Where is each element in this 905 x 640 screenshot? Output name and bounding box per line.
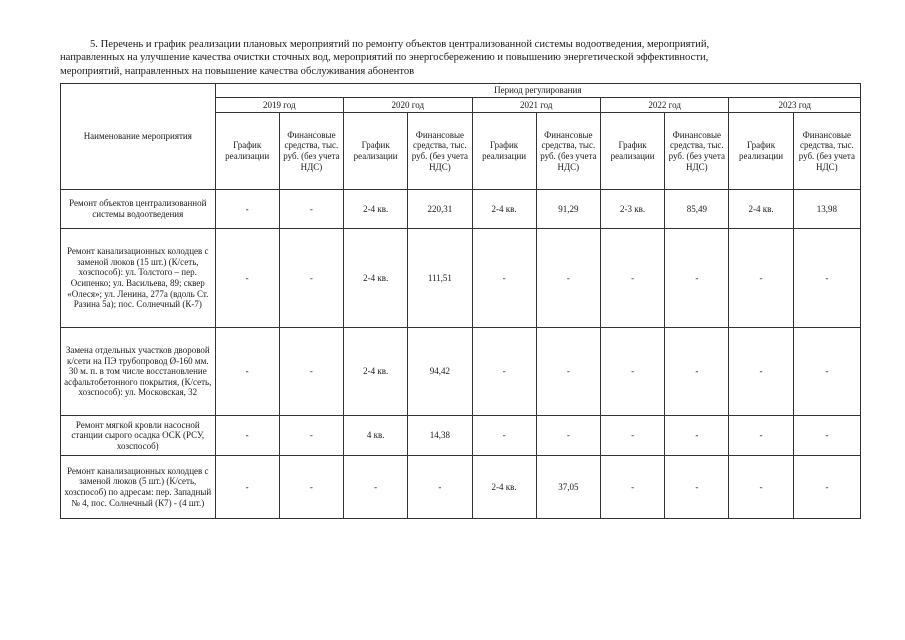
cell-2020-schedule: 4 кв. — [344, 416, 408, 456]
cell-2022-schedule: - — [600, 229, 664, 328]
section-heading — [60, 38, 860, 78]
cell-2019-schedule: - — [215, 416, 279, 456]
cell-2019-schedule: - — [215, 456, 279, 519]
cell-2023-finance: 13,98 — [793, 190, 860, 229]
header-year-2021: 2021 год — [472, 98, 600, 113]
cell-2023-finance: - — [793, 328, 860, 416]
cell-2022-finance: - — [665, 416, 729, 456]
header-year-2023: 2023 год — [729, 98, 861, 113]
cell-2023-finance: - — [793, 456, 860, 519]
cell-2021-schedule: 2-4 кв. — [472, 190, 536, 229]
table-row — [61, 456, 861, 519]
cell-2023-schedule: - — [729, 328, 793, 416]
header-finance: Финансовые средства, тыс. руб. (без учета НДС) — [536, 113, 600, 190]
activity-name: Ремонт канализационных колодцев с заменой люков (5 шт.) (К/сеть, хозспособ) по адресам: пер. Западный № 4, пос. Солнечный (К7) - (4 шт.) — [61, 456, 216, 519]
cell-2022-schedule: - — [600, 328, 664, 416]
cell-2023-schedule: - — [729, 416, 793, 456]
cell-2020-schedule: 2-4 кв. — [344, 328, 408, 416]
cell-2022-schedule: - — [600, 416, 664, 456]
cell-2023-schedule: - — [729, 456, 793, 519]
cell-2023-finance: - — [793, 229, 860, 328]
heading-line-1: 5. Перечень и график реализации плановых мероприятий по ремонту объектов централизованной системы водоотведения, мероприятий, — [90, 39, 710, 50]
cell-2022-finance: - — [665, 328, 729, 416]
cell-2019-schedule: - — [215, 229, 279, 328]
header-finance: Финансовые средства, тыс. руб. (без учета НДС) — [279, 113, 343, 190]
cell-2019-finance: - — [279, 328, 343, 416]
cell-2020-finance: 111,51 — [408, 229, 472, 328]
header-finance: Финансовые средства, тыс. руб. (без учета НДС) — [665, 113, 729, 190]
cell-2020-finance: 14,38 — [408, 416, 472, 456]
header-finance: Финансовые средства, тыс. руб. (без учета НДС) — [793, 113, 860, 190]
cell-2021-schedule: - — [472, 229, 536, 328]
cell-2021-schedule: - — [472, 416, 536, 456]
activity-name: Ремонт объектов централизованной системы водоотведения — [61, 190, 216, 229]
header-schedule: График реализации — [344, 113, 408, 190]
cell-2019-schedule: - — [215, 328, 279, 416]
cell-2021-finance: - — [536, 416, 600, 456]
cell-2022-schedule: 2-3 кв. — [600, 190, 664, 229]
cell-2023-finance: - — [793, 416, 860, 456]
plan-table — [60, 83, 861, 519]
cell-2019-schedule: - — [215, 190, 279, 229]
header-year-2019: 2019 год — [215, 98, 343, 113]
table-row — [61, 190, 861, 229]
table-row — [61, 229, 861, 328]
cell-2022-finance: - — [665, 229, 729, 328]
activity-name: Ремонт канализационных колодцев с заменой люков (15 шт.) (К/сеть, хозспособ): ул. Толстого – пер. Осипенко; ул. Васильева, 89; сквер «Олеся»; ул. Ленина, 277а (вдоль Ст. Разина 5а); пос. Солнечный (К-7) — [61, 229, 216, 328]
header-schedule: График реализации — [600, 113, 664, 190]
activity-name: Замена отдельных участков дворовой к/сети на ПЭ трубопровод Ø-160 мм. 30 м. п. в том числе восстановление асфальтобетонного покрытия, (К/сеть, хозспособ): ул. Московская, 32 — [61, 328, 216, 416]
header-schedule: График реализации — [215, 113, 279, 190]
header-period: Период регулирования — [215, 84, 860, 98]
cell-2019-finance: - — [279, 229, 343, 328]
cell-2020-finance: 220,31 — [408, 190, 472, 229]
cell-2019-finance: - — [279, 456, 343, 519]
cell-2021-schedule: 2-4 кв. — [472, 456, 536, 519]
heading-line-2: направленных на улучшение качества очистки сточных вод, мероприятий по энергосбережению и повышению энергетической эффективности, — [60, 52, 709, 64]
cell-2022-schedule: - — [600, 456, 664, 519]
cell-2023-schedule: 2-4 кв. — [729, 190, 793, 229]
header-finance: Финансовые средства, тыс. руб. (без учета НДС) — [408, 113, 472, 190]
heading-line-3: мероприятий, направленных на повышение качества обслуживания абонентов — [60, 65, 415, 77]
header-schedule: График реализации — [729, 113, 793, 190]
table-row — [61, 328, 861, 416]
cell-2020-finance: - — [408, 456, 472, 519]
header-schedule: График реализации — [472, 113, 536, 190]
cell-2022-finance: 85,49 — [665, 190, 729, 229]
cell-2021-schedule: - — [472, 328, 536, 416]
cell-2020-schedule: 2-4 кв. — [344, 190, 408, 229]
table-row — [61, 416, 861, 456]
cell-2020-schedule: 2-4 кв. — [344, 229, 408, 328]
cell-2020-schedule: - — [344, 456, 408, 519]
cell-2019-finance: - — [279, 190, 343, 229]
cell-2021-finance: 91,29 — [536, 190, 600, 229]
cell-2022-finance: - — [665, 456, 729, 519]
cell-2021-finance: - — [536, 328, 600, 416]
cell-2021-finance: - — [536, 229, 600, 328]
cell-2020-finance: 94,42 — [408, 328, 472, 416]
header-activity-name: Наименование мероприятия — [61, 84, 216, 190]
cell-2021-finance: 37,05 — [536, 456, 600, 519]
cell-2023-schedule: - — [729, 229, 793, 328]
activity-name: Ремонт мягкой кровли насосной станции сырого осадка ОСК (РСУ, хозспособ) — [61, 416, 216, 456]
cell-2019-finance: - — [279, 416, 343, 456]
header-year-2020: 2020 год — [344, 98, 472, 113]
header-year-2022: 2022 год — [600, 98, 728, 113]
